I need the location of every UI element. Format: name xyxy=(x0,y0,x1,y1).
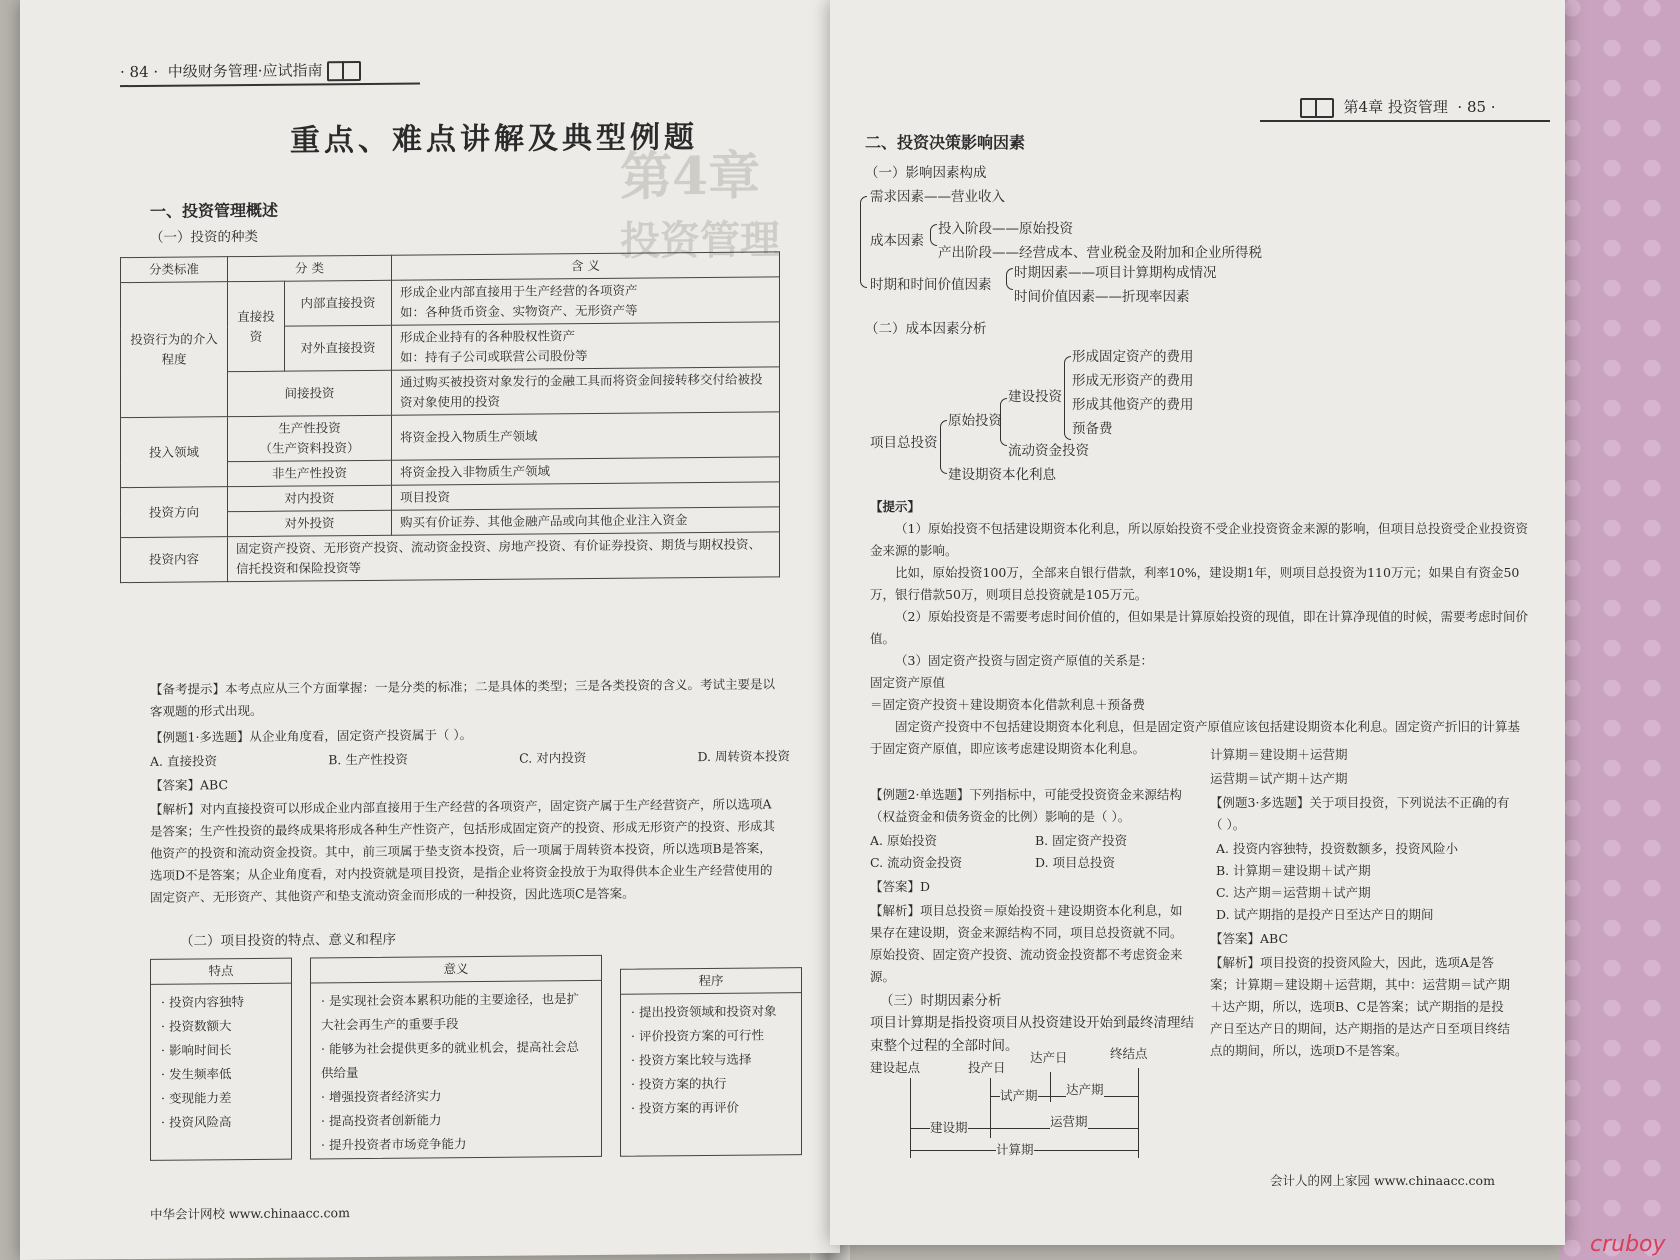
feature-item: · 变现能力差 xyxy=(161,1086,281,1111)
hint-line: 固定资产原值 xyxy=(870,675,946,690)
example2-answer: 【答案】D xyxy=(870,879,931,894)
timeline-production-label: 投产日 xyxy=(968,1060,1006,1075)
features-box: 特点 · 投资内容独特 · 投资数额大 · 影响时间长 · 发生频率低 · 变现能力差 · 投资风险高 xyxy=(150,958,292,1161)
investment-types-table: 分类标准 分 类 含 义 投资行为的介入程度 直接投资 内部直接投资 形成企业内部直接用于生产经营的各项资产 如：各种货币资金、实物资产、无形资产等 对外直接投资 形成企业持有的各种股权性资产 如：持有子公司或联营公司股份等 间接投资 通过购买被投资对象发行的金融工具而将资金间接转移交付给被投资对象使用的投资 投入领域 生产性投资 （生产资料投资） 将资金投入物质生产领域 非生产性投资 将资金投入非物质生产领域 投资方向 对内投资 项目投资 对外投资 购买有价证券、其他金融产品或向其他企业注入资金 投资内容 固定资产投资、无形资产投资、流动资金投资、房地产投资、有价证券投资、期货与期权投资、信托投资和保险投资等 xyxy=(120,251,780,583)
procedure-item: · 投资方案比较与选择 xyxy=(631,1047,791,1072)
feature-item: · 投资内容独特 xyxy=(161,990,281,1015)
chapter-title: 第4章 投资管理 xyxy=(1343,98,1448,116)
background-fabric xyxy=(1560,0,1680,1260)
timeline-calc-period: 计算期 xyxy=(996,1142,1034,1157)
period-subtitle: （三）时期因素分析 xyxy=(880,993,1002,1009)
total-investment: 项目总投资 xyxy=(870,435,938,451)
timeline-construction-period: 建设期 xyxy=(930,1120,968,1135)
header-rule xyxy=(1260,120,1550,122)
cost-input-stage: 投入阶段——原始投资 xyxy=(938,221,1073,237)
timeline-trial-period: 试产期 xyxy=(1000,1088,1038,1103)
significance-box: 意义 · 是实现社会资本累积功能的主要途径，也是扩大社会再生产的重要手段 · 能够为社会提供更多的就业机会，提高社会总供给量 · 增强投资者经济实力 · 提高投资者创新能力 · 提升投资者市场竞争能力 xyxy=(310,955,602,1160)
procedure-item: · 投资方案的执行 xyxy=(631,1071,791,1096)
hint-line: （1）原始投资不包括建设期资本化利息，所以原始投资不受企业投资资金来源的影响，但项目总投资受企业投资资金来源的影响。 xyxy=(870,521,1528,558)
hint-line: 固定资产投资中不包括建设期资本化利息，但是固定资产原值应该包括建设期资本化利息。固定资产折旧的计算基于固定资产原值，即应该考虑建设期资本化利息。 xyxy=(870,719,1521,756)
significance-item: · 提高投资者创新能力 xyxy=(321,1107,591,1133)
significance-item: · 提升投资者市场竞争能力 xyxy=(321,1131,591,1157)
hint-heading: 【提示】 xyxy=(870,499,921,514)
timeline-full-period: 达产期 xyxy=(1066,1082,1104,1097)
procedure-item: · 投资方案的再评价 xyxy=(631,1095,791,1120)
book-icon xyxy=(1300,98,1334,118)
main-title: 重点、难点讲解及典型例题 xyxy=(290,120,698,159)
original-brace xyxy=(1000,398,1007,446)
timeline-start-label: 建设起点 xyxy=(870,1060,921,1075)
factors-brace xyxy=(860,196,867,288)
cost-brace xyxy=(930,224,937,246)
time-brace xyxy=(1006,268,1013,290)
corner-watermark: cruboy xyxy=(1590,1232,1666,1257)
feature-item: · 发生频率低 xyxy=(161,1062,281,1087)
timeline-reach-label: 达产日 xyxy=(1030,1050,1068,1065)
left-header xyxy=(120,59,361,83)
significance-item: · 增强投资者经济实力 xyxy=(321,1083,591,1109)
time-factor: 时期和时间价值因素 xyxy=(870,277,992,293)
example3-explanation: 【解析】项目投资的投资风险大，因此，选项A是答案；计算期＝建设期＋运营期，其中：运营期＝试产期＋达产期，所以，选项B、C是答案；试产期指的是投产日至达产日的期间，达产期指的是达产日至项目终结点的期间，所以，选项D不是答案。 xyxy=(1210,955,1511,1058)
left-footer: 中华会计网校 www.chinaacc.com xyxy=(150,1205,350,1222)
right-header xyxy=(1300,96,1496,118)
subsection-title: （一）投资的种类 xyxy=(150,228,258,246)
example3-options: A. 投资内容独特，投资数额多，投资风险小 B. 计算期＝建设期＋试产期 C. 达产期＝运营期＋试产期 D. 试产期指的是投产日至达产日的期间 xyxy=(1216,841,1458,922)
cost-output-stage: 产出阶段——经营成本、营业税金及附加和企业所得税 xyxy=(938,245,1262,261)
example1-question: 【例题1·多选题】从企业角度看，固定资产投资属于（ ）。 xyxy=(150,727,473,745)
total-brace xyxy=(940,420,947,474)
exam-tip: 【备考提示】本考点应从三个方面掌握：一是分类的标准；二是具体的类型；三是各类投资的含义。考试主要是以客观题的形式出现。 xyxy=(150,676,776,719)
header-rule xyxy=(120,83,420,88)
feature-item: · 投资数额大 xyxy=(161,1014,281,1039)
hint-line: （2）原始投资是不需要考虑时间价值的，但如果是计算原始投资的现值，即在计算净现值的时候，需要考虑时间价值。 xyxy=(870,609,1528,646)
formula-operation-period: 运营期＝试产期＋达产期 xyxy=(1210,771,1348,786)
section2-title: 二、投资决策影响因素 xyxy=(865,133,1026,152)
original-investment: 原始投资 xyxy=(948,413,1002,429)
hint-line: （3）固定资产投资与固定资产原值的关系是： xyxy=(895,653,1153,668)
hint-line: ＝固定资产投资＋建设期资本化借款利息＋预备费 xyxy=(870,697,1146,712)
features-list xyxy=(151,984,291,1141)
hint-line: 比如，原始投资100万，全部来自银行借款，利率10%，建设期1年，则项目总投资为110万元；如果自有资金50万，银行借款50万，则项目总投资就是105万元。 xyxy=(870,565,1520,602)
example1-answer: 【答案】ABC xyxy=(150,777,229,793)
left-page xyxy=(20,0,840,1260)
procedure-item: · 评价投资方案的可行性 xyxy=(631,1023,791,1048)
procedure-box: 程序 · 提出投资领域和投资对象 · 评价投资方案的可行性 · 投资方案比较与选择 · 投资方案的执行 · 投资方案的再评价 xyxy=(620,967,802,1157)
project-timeline xyxy=(870,1046,1200,1158)
hints-block xyxy=(870,518,1530,760)
timeline-operation-period: 运营期 xyxy=(1050,1114,1088,1129)
demand-factor: 需求因素——营业收入 xyxy=(870,189,1005,205)
significance-item: · 是实现社会资本累积功能的主要途径，也是扩大社会再生产的重要手段 xyxy=(321,987,591,1037)
book-icon xyxy=(327,61,361,81)
book-title: 中级财务管理·应试指南 xyxy=(167,61,323,81)
example3-question: 【例题3·多选题】关于项目投资，下列说法不正确的有（ ）。 xyxy=(1210,795,1510,832)
subsection2-title: （二）项目投资的特点、意义和程序 xyxy=(180,931,396,950)
significance-item: · 能够为社会提供更多的就业机会，提高社会总供给量 xyxy=(321,1035,591,1085)
right-page: 第4章 投资管理 · 85 · 二、投资决策影响因素 （一）影响因素构成 需求因素——营业收入 成本因素 投入阶段——原始投资 产出阶段——经营成本、营业税金及附加和企业所得税 时期和时间价值因素 时期因素——项目计算期构成情况 时间价值因素——折现率因素 （二）成本因素分析 项目总投资 原始投资 建设投资 形成固定资产的费用 形成无形资产的费用 形成其他资产的费用 预备费 流动资金投资 建设期资本化利息 【提示】 （1）原始投资不包括建设期资本化利息，所以原始投资不受企业投资资金来源的影响，但项目总投资受企业投资资金来源的影响。 比如，原始投资100万，全部来自银行借款，利率10%，建设期1年，则项目总投资为110万元；如果自有资金50万，银行借款50万，则项目总投资就是105万元。 （2）原始投资是不需要考虑时间价值的，但如果是计算原始投资的现值，即在计算净现值的时候，需要考虑时间价值。 （3）固定资产投资与固定资产原值的关系是： 固定资产原值 ＝固定资产投资＋建设期资本化借款利息＋预备费 固定资产投资中不包括建设期资本化利息，但是固定资产原值应该包括建设期资本化利息。固定资产折旧的计算基于固定资产原值，即应该考虑建设期资本化利息。 【例题2·单选题】下列指标中，可能受投资资金来源结构（权益资金和债务资金的比例）影响的是（ ）。 A. 原始投资 B. 固定资产投资 C. 流动资金投资 D. 项目总投资 【答案】D 【解析】项目总投资＝原始投资＋建设期资本化利息，如果存在建设期，资金来源结构不同，项目总投资就不同。原始投资、固定资产投资、流动资金投资都不考虑资金来源。 （三）时期因素分析 项目计算期是指投资项目从投资建设开始到最终清理结束整个过程的全部时间。 建设起点 投产日 达产日 终结点 试产期 达产期 建设期 运营期 计算期 计算期＝建设期＋运营期 运营期＝试产期＋达产期 【例题3·多选题】关于项目投资，下列说法不正确的有（ ）。 A. 投资内容独特，投资数额多，投资风险小 B. 计算期＝建设期＋试产期 C. 达产期＝运营期＋试产期 D. 试产期指的是投产日至达产日的期间 【答案】ABC 【解析】项目投资的投资风险大，因此，选项A是答案；计算期＝建设期＋运营期，其中：运营期＝试产期＋达产期，所以，选项B、C是答案；试产期指的是投产日至达产日的期间，达产期指的是达产日至项目终结点的期间，所以，选项D不是答案。 会计人的网上家园 www.chinaacc.com xyxy=(830,0,1565,1245)
procedure-list xyxy=(621,993,801,1127)
cost-factor: 成本因素 xyxy=(870,233,924,249)
factors-subtitle: （一）影响因素构成 xyxy=(865,165,987,181)
timeline-end-label: 终结点 xyxy=(1110,1046,1148,1061)
significance-list xyxy=(311,981,601,1164)
construction-investment: 建设投资 xyxy=(1008,389,1062,405)
feature-item: · 投资风险高 xyxy=(161,1110,281,1135)
right-footer: 会计人的网上家园 www.chinaacc.com xyxy=(1270,1173,1495,1188)
example2-options: A. 原始投资 B. 固定资产投资 C. 流动资金投资 D. 项目总投资 xyxy=(870,833,1128,870)
example2-explanation: 【解析】项目总投资＝原始投资＋建设期资本化利息，如果存在建设期，资金来源结构不同，项目总投资就不同。原始投资、固定资产投资、流动资金投资都不考虑资金来源。 xyxy=(870,903,1183,984)
capitalized-interest: 建设期资本化利息 xyxy=(948,467,1056,483)
time-value-factor: 时间价值因素——折现率因素 xyxy=(1014,289,1190,305)
example1-options: A. 直接投资 B. 生产性投资 C. 对内投资 D. 周转资本投资 xyxy=(150,748,790,769)
example1-explanation: 【解析】对内直接投资可以形成企业内部直接用于生产经营的各项资产，固定资产属于生产经营资产，所以选项A是答案；生产性投资的最终成果将形成各种生产性资产，包括形成固定资产的投资、形成无形资产的投资、形成其他资产的投资和流动资金投资。其中，前三项属于垫支资本投资，后一项属于周转资本投资，所以选项B是答案，选项D不是答案；从企业角度看，对内投资就是项目投资，是指企业将资金投放于为取得供本企业生产经营使用的固定资产、无形资产、其他资产和垫支流动资金而形成的一种投资，因此选项C是答案。 xyxy=(150,796,776,905)
feature-item: · 影响时间长 xyxy=(161,1038,281,1063)
procedure-item: · 提出投资领域和投资对象 xyxy=(631,999,791,1024)
page-number: · 85 · xyxy=(1457,98,1496,116)
example2-question: 【例题2·单选题】下列指标中，可能受投资资金来源结构（权益资金和债务资金的比例）影响的是（ ）。 xyxy=(870,787,1182,824)
construction-brace xyxy=(1064,356,1071,440)
period-description: 项目计算期是指投资项目从投资建设开始到最终清理结束整个过程的全部时间。 xyxy=(870,1015,1194,1054)
cost-analysis-subtitle: （二）成本因素分析 xyxy=(865,321,987,337)
example3-answer: 【答案】ABC xyxy=(1210,931,1289,946)
chapter-watermark: 第4章 投资管理 xyxy=(620,145,780,265)
section-title: 一、投资管理概述 xyxy=(150,200,279,221)
working-capital-investment: 流动资金投资 xyxy=(1008,443,1089,459)
page-number: · 84 · xyxy=(120,62,159,82)
period-factor: 时期因素——项目计算期构成情况 xyxy=(1014,265,1217,281)
formula-calc-period: 计算期＝建设期＋运营期 xyxy=(1210,747,1348,762)
